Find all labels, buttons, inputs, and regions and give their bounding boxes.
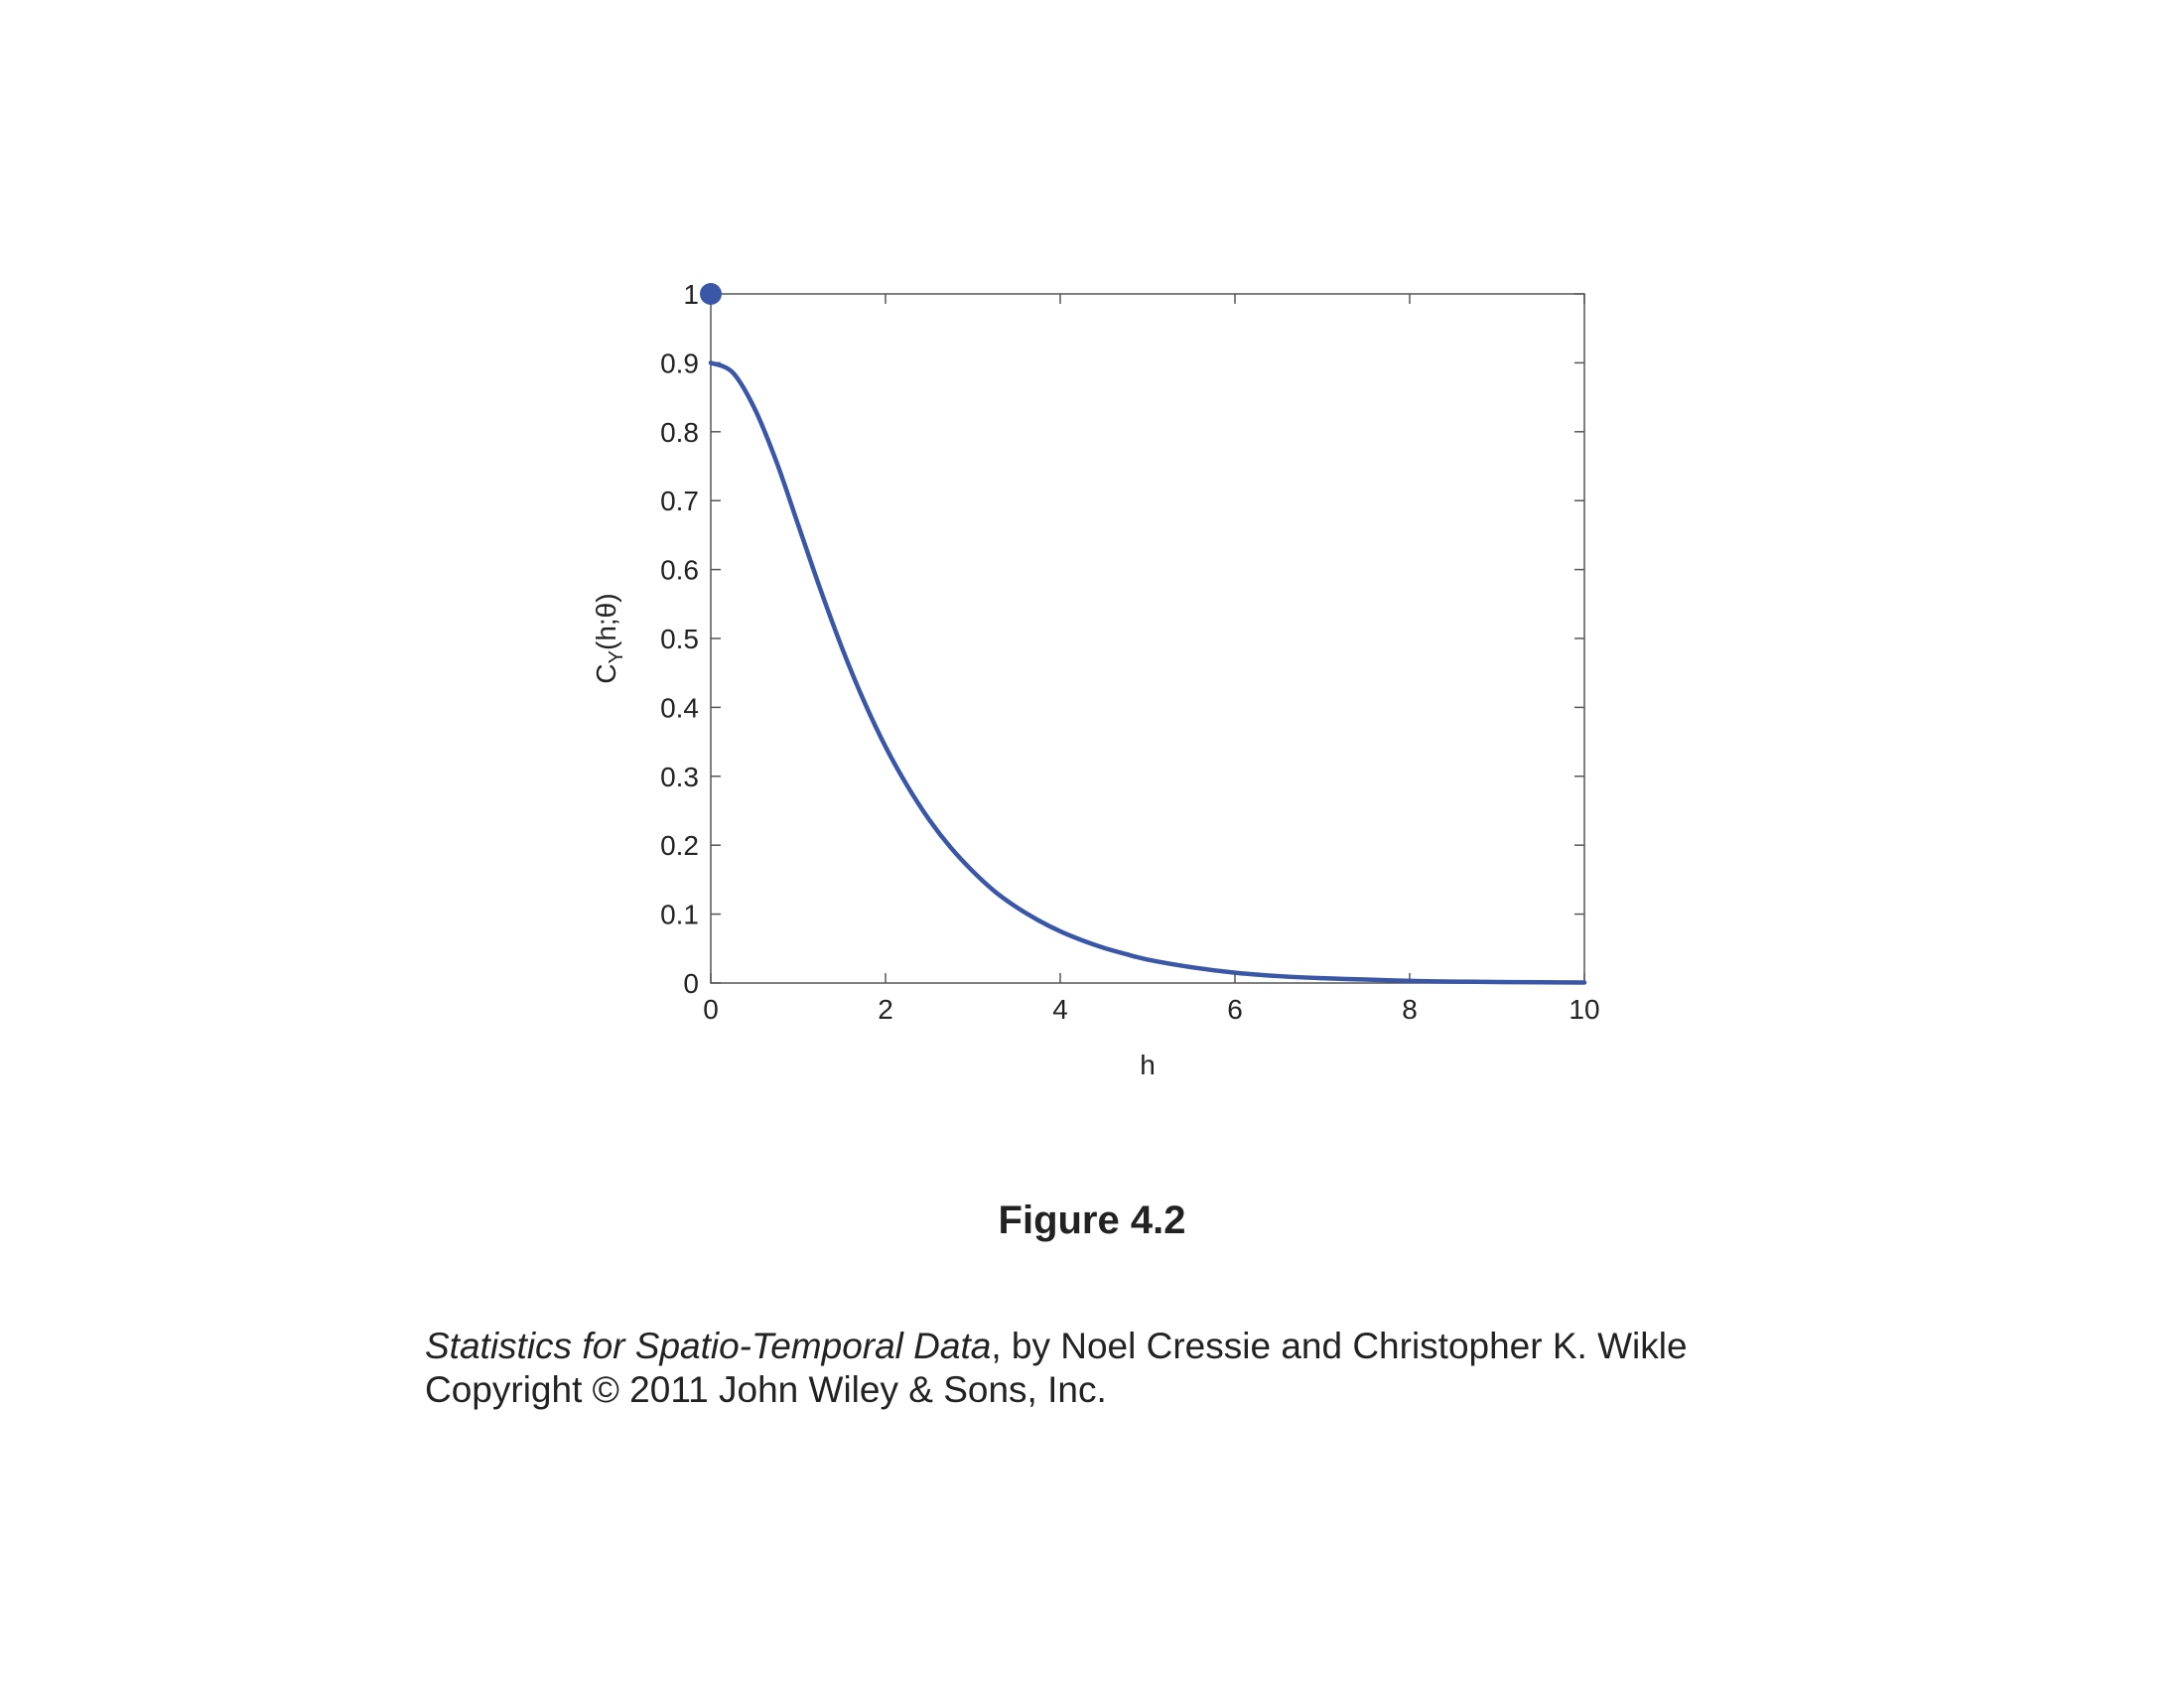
y-tick-label: 0.2: [660, 830, 699, 862]
copyright-line: Copyright © 2011 John Wiley & Sons, Inc.: [425, 1369, 1107, 1410]
y-tick-label: 0.7: [660, 486, 699, 517]
y-tick-label: 0: [683, 968, 699, 999]
y-tick-label: 0.6: [660, 554, 699, 586]
x-tick-label: 2: [878, 994, 893, 1025]
x-tick-label: 8: [1402, 994, 1418, 1025]
y-axis-label-main: C: [591, 663, 621, 684]
y-tick-label: 0.9: [660, 348, 699, 379]
y-tick-label: 1: [683, 279, 699, 310]
x-tick-label: 4: [1052, 994, 1068, 1025]
book-title: Statistics for Spatio-Temporal Data: [425, 1326, 992, 1366]
y-axis-label-subscript: Y: [606, 650, 627, 664]
y-tick-label: 0.5: [660, 624, 699, 654]
value-at-zero-point: [700, 283, 722, 305]
figure-label: Figure 4.2: [998, 1198, 1186, 1242]
y-tick-label: 0.4: [660, 692, 699, 724]
citation-line-1: [425, 1325, 1688, 1368]
citation: [425, 1325, 1688, 1412]
book-authors: , by Noel Cressie and Christopher K. Wikle: [991, 1326, 1688, 1366]
y-axis-label-rest: (h;θ): [591, 593, 621, 650]
x-tick-label: 10: [1569, 994, 1600, 1025]
y-tick-label: 0.1: [660, 899, 699, 930]
y-tick-label: 0.8: [660, 416, 699, 448]
y-tick-label: 0.3: [660, 761, 699, 792]
x-tick-label: 0: [703, 994, 719, 1025]
x-tick-label: 6: [1227, 994, 1243, 1025]
x-axis-label: h: [1140, 1050, 1156, 1080]
axis-tick-labels: [660, 279, 1600, 1025]
y-axis-label: [591, 593, 627, 683]
plot-area-frame: [711, 294, 1584, 983]
axis-ticks: [711, 294, 1584, 983]
covariance-curve: [711, 362, 1584, 982]
